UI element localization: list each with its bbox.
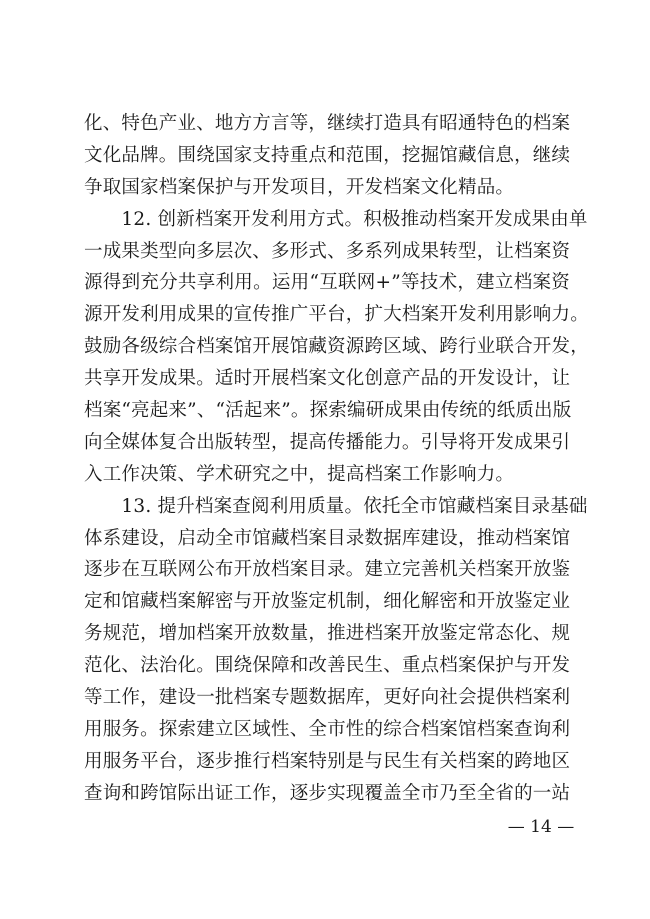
text-line: 体系建设，启动全市馆藏档案目录数据库建设，推动档案馆 [84,527,571,549]
text-line: 一成果类型向多层次、多形式、多系列成果转型，让档案资 [84,240,571,262]
text-line: 定和馆藏档案解密与开放鉴定机制，细化解密和开放鉴定业 [84,591,571,613]
text-line: 共享开发成果。适时开展档案文化创意产品的开发设计，让 [84,368,571,390]
text-line: 源得到充分共享利用。运用“互联网+”等技术，建立档案资 [84,272,570,294]
text-line: 源开发利用成果的宣传推广平台，扩大档案开发利用影响力。 [84,304,589,326]
text-line: 务规范，增加档案开放数量，推进档案开放鉴定常态化、规 [84,623,571,645]
text-line: 入工作决策、学术研究之中，提高档案工作影响力。 [84,463,515,485]
text-line: 鼓励各级综合档案馆开展馆藏资源跨区域、跨行业联合开发， [84,336,589,358]
text-line: 范化、法治化。围绕保障和改善民生、重点档案保护与开发 [84,655,571,677]
text-line: 逐步在互联网公布开放档案目录。建立完善机关档案开放鉴 [84,559,571,581]
text-line: 用服务。探索建立区域性、全市性的综合档案馆档案查询利 [84,718,571,740]
text-line: 化、特色产业、地方方言等，继续打造具有昭通特色的档案 [84,113,571,134]
text-line: 争取国家档案保护与开发项目，开发档案文化精品。 [84,176,515,198]
text-line: 等工作，建设一批档案专题数据库，更好向社会提供档案利 [84,687,571,709]
text-line: 向全媒体复合出版转型，提高传播能力。引导将开发成果引 [84,431,571,453]
text-line: 查询和跨馆际出证工作，逐步实现覆盖全市乃至全省的一站 [84,782,571,804]
text-line: 文化品牌。围绕国家支持重点和范围，挖掘馆藏信息，继续 [84,144,571,166]
page-number: — 14 — [507,817,575,837]
body-text [84,108,589,810]
text-line: 档案“亮起来”、“活起来”。探索编研成果由传统的纸质出版 [84,400,572,422]
text-line: 用服务平台，逐步推行档案特别是与民生有关档案的跨地区 [84,750,571,772]
paragraph-13-first-line: 13. 提升档案查阅利用质量。依托全市馆藏档案目录基础 [84,495,588,517]
paragraph-12-first-line: 12. 创新档案开发利用方式。积极推动档案开发成果由单 [84,208,588,230]
